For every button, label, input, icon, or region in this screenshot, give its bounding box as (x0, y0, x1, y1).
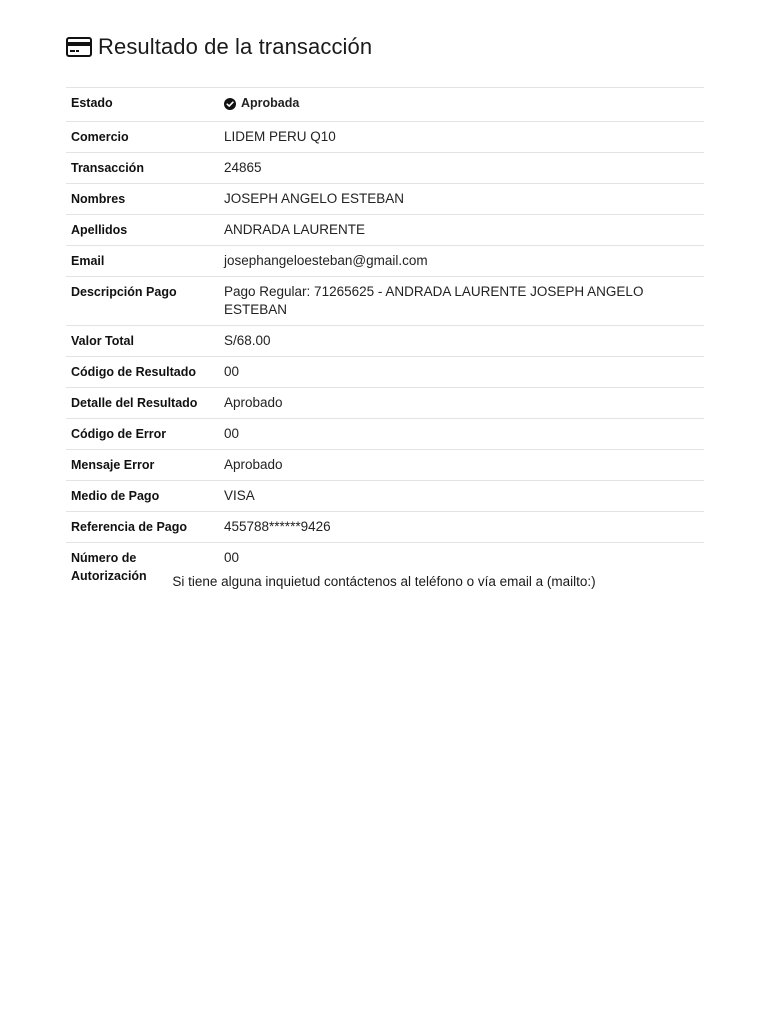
table-row (66, 326, 704, 357)
row-value-referencia-pago: 455788******9426 (224, 519, 331, 534)
row-label-codigo-error: Código de Error (71, 427, 167, 441)
row-label-email: Email (71, 254, 105, 268)
table-row (66, 450, 704, 481)
page-header (66, 30, 372, 64)
row-label-descripcion-pago: Descripción Pago (71, 285, 177, 299)
page-title: Resultado de la transacción (98, 34, 373, 59)
row-label-apellidos: Apellidos (71, 223, 128, 237)
status-text: Aprobada (241, 96, 300, 110)
contact-footer-text: Si tiene alguna inquietud contáctenos al teléfono o vía email a (mailto:) (172, 574, 596, 589)
row-label-transaccion: Transacción (71, 161, 144, 175)
table-row (66, 481, 704, 512)
row-value-email: josephangeloesteban@gmail.com (224, 253, 428, 268)
credit-card-icon (66, 37, 92, 57)
table-row (66, 246, 704, 277)
table-row (66, 153, 704, 184)
table-row (66, 388, 704, 419)
table-row (66, 215, 704, 246)
row-value-estado (219, 88, 704, 122)
row-label-mensaje-error: Mensaje Error (71, 458, 155, 472)
table-row (66, 122, 704, 153)
table-row (66, 88, 704, 122)
row-label-comercio: Comercio (71, 130, 129, 144)
row-label-referencia-pago: Referencia de Pago (71, 520, 188, 534)
transaction-details-table (66, 87, 704, 591)
row-label-estado: Estado (71, 96, 113, 110)
row-label-numero-autorizacion: Número de Autorización (71, 551, 147, 583)
row-value-descripcion-pago: Pago Regular: 71265625 - ANDRADA LAURENTE JOSEPH ANGELO ESTEBAN (224, 284, 644, 317)
row-value-codigo-error: 00 (224, 426, 240, 441)
table-row (66, 419, 704, 450)
row-value-valor-total: S/68.00 (224, 333, 271, 348)
row-label-detalle-resultado: Detalle del Resultado (71, 396, 198, 410)
table-row (66, 184, 704, 215)
row-value-codigo-resultado: 00 (224, 364, 240, 379)
row-label-codigo-resultado: Código de Resultado (71, 365, 196, 379)
row-value-nombres: JOSEPH ANGELO ESTEBAN (224, 191, 405, 206)
row-label-medio-pago: Medio de Pago (71, 489, 160, 503)
row-label-valor-total: Valor Total (71, 334, 134, 348)
row-value-apellidos: ANDRADA LAURENTE (224, 222, 366, 237)
row-value-transaccion: 24865 (224, 160, 262, 175)
row-label-nombres: Nombres (71, 192, 126, 206)
row-value-mensaje-error: Aprobado (224, 457, 283, 472)
status-badge (224, 94, 299, 112)
row-value-numero-autorizacion: 00 (224, 550, 240, 565)
row-value-comercio: LIDEM PERU Q10 (224, 129, 336, 144)
table-row (66, 277, 704, 326)
check-circle-icon (224, 97, 236, 109)
table-row (66, 357, 704, 388)
row-value-medio-pago: VISA (224, 488, 255, 503)
row-value-detalle-resultado: Aprobado (224, 395, 283, 410)
table-row (66, 512, 704, 543)
